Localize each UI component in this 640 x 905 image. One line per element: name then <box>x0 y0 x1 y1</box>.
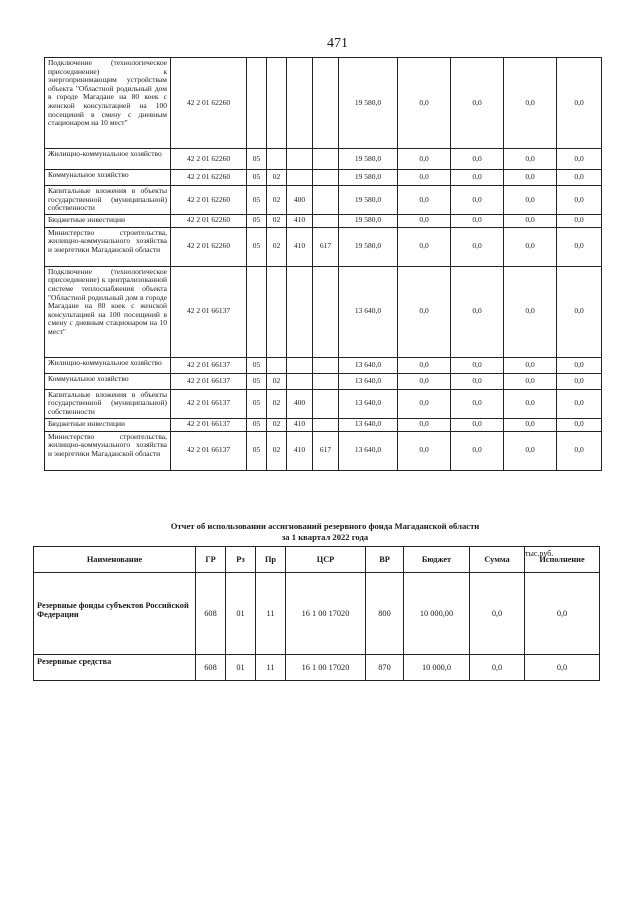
cell-vr <box>313 266 339 357</box>
cell-v2: 0,0 <box>398 266 451 357</box>
cell-v1: 13 640,0 <box>339 357 398 373</box>
expenditure-table <box>44 57 602 471</box>
cell-csr: 42 2 01 62260 <box>171 149 247 170</box>
cell-v1: 13 640,0 <box>339 389 398 418</box>
cell-csr: 42 2 01 66137 <box>171 373 247 389</box>
cell-v1: 19 580,0 <box>339 170 398 186</box>
cell-v2: 0,0 <box>398 186 451 215</box>
cell-v1: 19 580,0 <box>339 214 398 227</box>
reserve-fund-table <box>33 546 600 681</box>
cell-csr: 42 2 01 66137 <box>171 389 247 418</box>
cell-v4: 0,0 <box>504 357 557 373</box>
header-cell: Пр <box>256 547 286 573</box>
cell-csr: 42 2 01 62260 <box>171 170 247 186</box>
cell-pr: 02 <box>267 373 287 389</box>
cell-v4: 0,0 <box>504 266 557 357</box>
cell-v3: 0,0 <box>451 149 504 170</box>
cell-v3: 0,0 <box>451 214 504 227</box>
cell-v5: 0,0 <box>557 266 602 357</box>
cell-gr <box>287 58 313 149</box>
header-cell: ГР <box>196 547 226 573</box>
cell-gr <box>287 266 313 357</box>
table-row <box>45 186 602 215</box>
cell-pr: 11 <box>256 655 286 681</box>
cell-gr: 400 <box>287 186 313 215</box>
cell-csr: 42 2 01 62260 <box>171 214 247 227</box>
cell-gr: 608 <box>196 573 226 655</box>
cell-rz: 05 <box>247 149 267 170</box>
cell-v1: 13 640,0 <box>339 431 398 470</box>
cell-v5: 0,0 <box>557 214 602 227</box>
cell-pr: 02 <box>267 214 287 227</box>
cell-vr <box>313 214 339 227</box>
cell-pr <box>267 357 287 373</box>
cell-budget: 10 000,0 <box>404 655 470 681</box>
cell-pr: 02 <box>267 186 287 215</box>
cell-vr <box>313 149 339 170</box>
table-row <box>45 431 602 470</box>
table-row <box>45 389 602 418</box>
header-cell: Рз <box>226 547 256 573</box>
cell-v5: 0,0 <box>557 389 602 418</box>
cell-csr: 16 1 00 17020 <box>286 573 366 655</box>
cell-vr <box>313 418 339 431</box>
cell-gr: 400 <box>287 389 313 418</box>
row-name-cell: Жилищно-коммунальное хозяйство <box>45 149 171 170</box>
cell-rz <box>247 58 267 149</box>
cell-gr: 410 <box>287 431 313 470</box>
cell-v3: 0,0 <box>451 58 504 149</box>
cell-v2: 0,0 <box>398 431 451 470</box>
cell-v2: 0,0 <box>398 227 451 266</box>
table-row <box>45 418 602 431</box>
cell-pr: 02 <box>267 431 287 470</box>
cell-vr <box>313 357 339 373</box>
cell-v4: 0,0 <box>504 58 557 149</box>
cell-v4: 0,0 <box>504 149 557 170</box>
cell-vr: 800 <box>366 573 404 655</box>
cell-v5: 0,0 <box>557 357 602 373</box>
row-name-cell: Капитальные вложения в объекты государственной (муниципальной) собственности <box>45 389 171 418</box>
cell-rz: 05 <box>247 227 267 266</box>
cell-rz: 05 <box>247 357 267 373</box>
cell-v4: 0,0 <box>504 373 557 389</box>
cell-csr: 42 2 01 66137 <box>171 418 247 431</box>
row-name-cell: Министерство строительства, жилищно-коммунального хозяйства и энергетики Магаданской области <box>45 431 171 470</box>
cell-v4: 0,0 <box>504 418 557 431</box>
table-row <box>34 573 600 655</box>
cell-v4: 0,0 <box>504 389 557 418</box>
cell-v4: 0,0 <box>504 170 557 186</box>
cell-v5: 0,0 <box>557 373 602 389</box>
cell-csr: 42 2 01 66137 <box>171 266 247 357</box>
page-number: 471 <box>327 36 348 51</box>
row-name-cell: Резервные средства <box>34 655 196 681</box>
cell-pr <box>267 58 287 149</box>
cell-rz: 05 <box>247 214 267 227</box>
cell-v2: 0,0 <box>398 389 451 418</box>
cell-v1: 19 580,0 <box>339 149 398 170</box>
cell-gr <box>287 170 313 186</box>
cell-budget: 10 000,00 <box>404 573 470 655</box>
cell-rz: 05 <box>247 373 267 389</box>
table-header-row <box>34 547 600 573</box>
cell-rz: 01 <box>226 655 256 681</box>
row-name-cell: Бюджетные инвестиции <box>45 214 171 227</box>
cell-v3: 0,0 <box>451 418 504 431</box>
cell-csr: 42 2 01 66137 <box>171 431 247 470</box>
row-name-cell: Коммунальное хозяйство <box>45 170 171 186</box>
cell-v2: 0,0 <box>398 170 451 186</box>
cell-v4: 0,0 <box>504 227 557 266</box>
header-cell: Сумма <box>470 547 525 573</box>
cell-pr <box>267 266 287 357</box>
cell-v5: 0,0 <box>557 149 602 170</box>
cell-csr: 42 2 01 66137 <box>171 357 247 373</box>
cell-v3: 0,0 <box>451 373 504 389</box>
cell-csr: 16 1 00 17020 <box>286 655 366 681</box>
row-name-cell: Коммунальное хозяйство <box>45 373 171 389</box>
cell-vr <box>313 170 339 186</box>
cell-v3: 0,0 <box>451 170 504 186</box>
cell-gr <box>287 357 313 373</box>
cell-v3: 0,0 <box>451 186 504 215</box>
cell-v5: 0,0 <box>557 170 602 186</box>
row-name-cell: Капитальные вложения в объекты государственной (муниципальной) собственности <box>45 186 171 215</box>
cell-v2: 0,0 <box>398 373 451 389</box>
table-row <box>45 214 602 227</box>
cell-v2: 0,0 <box>398 357 451 373</box>
cell-rz: 05 <box>247 170 267 186</box>
cell-rz: 05 <box>247 389 267 418</box>
cell-v5: 0,0 <box>557 227 602 266</box>
row-name-cell: Подключение (технологическое присоединение) к централизованной системе теплоснабжения объекта "Областной родильный дом в городе Магадане на 80 коек с женской консультацией на 100 посещений в смену с дневным стационаром на 10 мест" <box>45 266 171 357</box>
cell-v5: 0,0 <box>557 418 602 431</box>
cell-vr: 870 <box>366 655 404 681</box>
cell-gr: 608 <box>196 655 226 681</box>
table-row <box>45 227 602 266</box>
cell-pr: 11 <box>256 573 286 655</box>
cell-gr <box>287 373 313 389</box>
cell-vr <box>313 58 339 149</box>
unit-label: тыс.руб. <box>525 549 554 558</box>
cell-vr: 617 <box>313 431 339 470</box>
cell-v2: 0,0 <box>398 214 451 227</box>
table-row <box>45 357 602 373</box>
cell-v3: 0,0 <box>451 227 504 266</box>
cell-exec: 0,0 <box>525 573 600 655</box>
cell-v2: 0,0 <box>398 418 451 431</box>
cell-v5: 0,0 <box>557 431 602 470</box>
cell-rz: 05 <box>247 431 267 470</box>
cell-v1: 19 580,0 <box>339 186 398 215</box>
cell-rz: 01 <box>226 573 256 655</box>
cell-sum: 0,0 <box>470 655 525 681</box>
cell-v3: 0,0 <box>451 389 504 418</box>
table-row <box>34 655 600 681</box>
cell-rz <box>247 266 267 357</box>
cell-pr: 02 <box>267 170 287 186</box>
cell-gr: 410 <box>287 214 313 227</box>
table-row <box>45 149 602 170</box>
cell-csr: 42 2 01 62260 <box>171 58 247 149</box>
cell-v5: 0,0 <box>557 186 602 215</box>
cell-csr: 42 2 01 62260 <box>171 186 247 215</box>
cell-exec: 0,0 <box>525 655 600 681</box>
cell-vr <box>313 389 339 418</box>
cell-v4: 0,0 <box>504 214 557 227</box>
cell-v4: 0,0 <box>504 186 557 215</box>
row-name-cell: Резервные фонды субъектов Российской Федерации <box>34 573 196 655</box>
table-row <box>45 266 602 357</box>
cell-v1: 19 580,0 <box>339 58 398 149</box>
cell-v2: 0,0 <box>398 58 451 149</box>
cell-pr: 02 <box>267 227 287 266</box>
header-cell: ВР <box>366 547 404 573</box>
row-name-cell: Жилищно-коммунальное хозяйство <box>45 357 171 373</box>
cell-v2: 0,0 <box>398 149 451 170</box>
header-cell: Исполнение <box>525 547 600 573</box>
cell-v1: 13 640,0 <box>339 266 398 357</box>
cell-rz: 05 <box>247 418 267 431</box>
cell-vr <box>313 373 339 389</box>
header-cell: ЦСР <box>286 547 366 573</box>
cell-gr: 410 <box>287 227 313 266</box>
header-cell: Бюджет <box>404 547 470 573</box>
row-name-cell: Бюджетные инвестиции <box>45 418 171 431</box>
row-name-cell: Подключение (технологическое присоединение) к энергопринимающим устройствам объекта "Областной родильный дом в городе Магадане на 80 коек с женской консультацией на 100 посещений в смену с дневным стационаром на 10 мест" <box>45 58 171 149</box>
table-row <box>45 170 602 186</box>
cell-v1: 13 640,0 <box>339 373 398 389</box>
header-cell: Наименование <box>34 547 196 573</box>
cell-v3: 0,0 <box>451 431 504 470</box>
table-row <box>45 58 602 149</box>
cell-vr: 617 <box>313 227 339 266</box>
cell-pr: 02 <box>267 389 287 418</box>
cell-pr: 02 <box>267 418 287 431</box>
cell-pr <box>267 149 287 170</box>
cell-csr: 42 2 01 62260 <box>171 227 247 266</box>
cell-vr <box>313 186 339 215</box>
report-title-line1: Отчет об использовании ассигнований резервного фонда Магаданской области <box>170 521 480 531</box>
cell-sum: 0,0 <box>470 573 525 655</box>
cell-v5: 0,0 <box>557 58 602 149</box>
cell-v3: 0,0 <box>451 357 504 373</box>
cell-gr: 410 <box>287 418 313 431</box>
row-name-cell: Министерство строительства, жилищно-коммунального хозяйства и энергетики Магаданской области <box>45 227 171 266</box>
cell-v1: 13 640,0 <box>339 418 398 431</box>
cell-v4: 0,0 <box>504 431 557 470</box>
report-title <box>140 521 510 543</box>
cell-v1: 19 580,0 <box>339 227 398 266</box>
cell-v3: 0,0 <box>451 266 504 357</box>
cell-gr <box>287 149 313 170</box>
cell-rz: 05 <box>247 186 267 215</box>
report-title-line2: за 1 квартал 2022 года <box>281 532 369 542</box>
table-row <box>45 373 602 389</box>
